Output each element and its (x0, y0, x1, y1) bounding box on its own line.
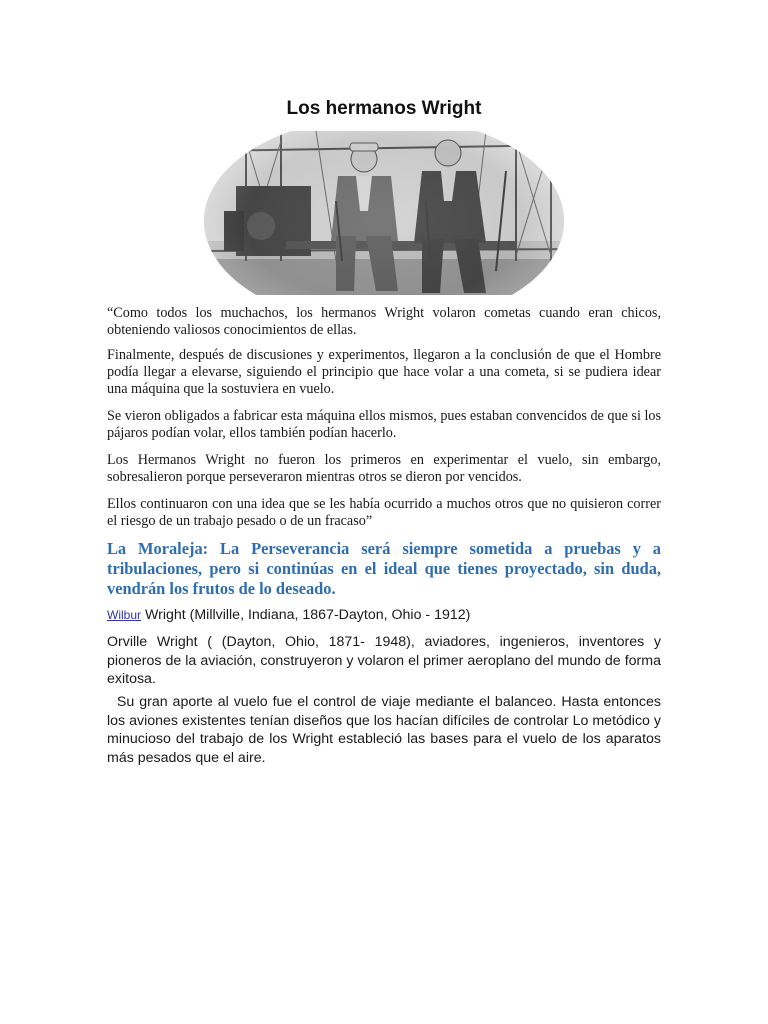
paragraph-2: Finalmente, después de discusiones y experimentos, llegaron a la conclusión de que el Hombre podía llegar a elevarse, siguiendo el principio que hace volar a una cometa, si se pudiera idear una máquina que la sostuviera en vuelo. (107, 347, 661, 397)
paragraph-1: “Como todos los muchachos, los hermanos Wright volaron cometas cuando eran chicos, obteniendo valiosos conocimientos de ellas. (107, 305, 661, 338)
wilbur-details: Wright (Millville, Indiana, 1867-Dayton, Ohio - 1912) (141, 607, 471, 623)
aporte-paragraph: Su gran aporte al vuelo fue el control de viaje mediante el balanceo. Hasta entonces los aviones existentes tenían diseños que los hacían difíciles de controlar Lo metódico y minucioso del trabajo de los Wright estableció las bases para el vuelo de los aparatos más pesados que el aire. (107, 694, 665, 766)
orville-paragraph: Orville Wright ( (Dayton, Ohio, 1871- 1948), aviadores, ingenieros, inventores y pioneros de la aviación, construyeron y volaron el primer aeroplano del mundo de forma exitosa. (107, 634, 661, 687)
moral-text: La Moraleja: La Perseverancia será siempre sometida a pruebas y a tribulaciones, pero si continúas en el ideal que tienes proyectado, sin duda, vendrán los frutos de lo deseado. (107, 539, 661, 598)
wilbur-link[interactable]: Wilbur (107, 608, 142, 622)
paragraph-5: Ellos continuaron con una idea que se les había ocurrido a muchos otros que no quisieron correr el riesgo de un trabajo pesado o de un fracaso” (107, 496, 661, 529)
wilbur-line (107, 606, 661, 625)
page-title: Los hermanos Wright (286, 98, 482, 119)
wright-brothers-photo (186, 131, 582, 295)
paragraph-3: Se vieron obligados a fabricar esta máquina ellos mismos, pues estaban convencidos de que si los pájaros podían volar, ellos también podían hacerlo. (107, 408, 661, 441)
paragraph-4: Los Hermanos Wright no fueron los primeros en experimentar el vuelo, sin embargo, sobresalieron porque perseveraron mientras otros se dieron por vencidos. (107, 452, 661, 485)
